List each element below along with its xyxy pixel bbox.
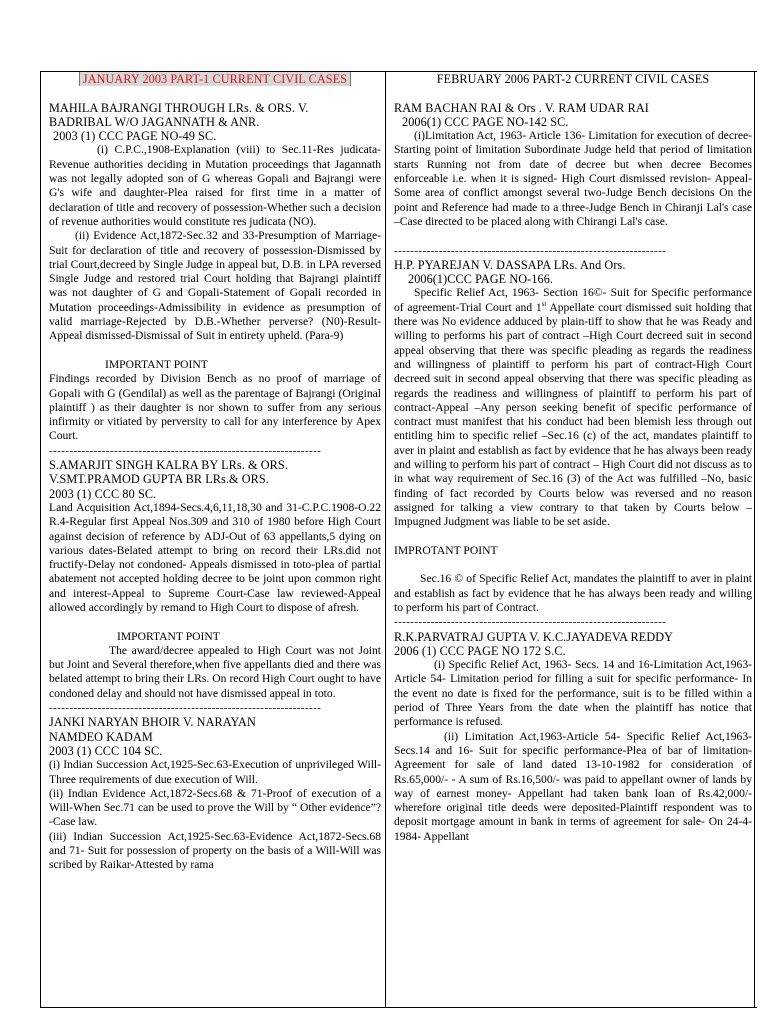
case-citation: 2006 (1) CCC PAGE NO 172 S.C. (394, 643, 566, 658)
case-title: V.SMT.PRAMOD GUPTA BR LRs.& ORS. (49, 472, 269, 487)
important-point-text: Sec.16 © of Specific Relief Act, mandates the plaintiff to aver in plaint and establish as fact by evidence that he has always been ready and willing to perform his part of Contract. (394, 572, 752, 614)
important-point-label: IMPORTANT POINT (105, 357, 208, 371)
case-citation: 2006(1) CCC PAGE NO-142 SC. (402, 114, 569, 129)
superscript: st (541, 299, 547, 308)
case-title: JANKI NARYAN BHOIR V. NARAYAN (49, 715, 256, 730)
left-month-title-text: JANUARY 2003 PART-1 CURRENT CIVIL CASES (79, 72, 351, 86)
case-title: R.K.PARVATRAJ GUPTA V. K.C.JAYADEVA REDDY (394, 629, 674, 644)
important-point-text: The award/decree appealed to High Court was not Joint but Joint and Several therefore,when five appellants died and there was belated attempt to bring their LRs. On record High Court ought to have condoned delay and should not have dismissed appeal in toto. (49, 643, 381, 700)
case-paragraph-part: Appellate court dismissed suit holding that there was No evidence adduced by plain-tiff to show that he was Ready and willing to performs his part of contract –High Court decreed suit in second appeal observing that there was specific pleading as regards the readiness and willingness of plaintiff to perform his part of contract-High Court decreed suit in second appeal observing that there was specific pleading as regards the readiness and willingness of plaintiff to perform his part of contract-Appeal –Any person seeking benefit of specific performance of contract must manifest that his conduct had been blemish less through out entitling him to specific relief –Sec.16 (c) of the act, mandates plaintiff to aver in plaint and establish as fact by evidence that he has always been ready and willing to perform his part of contract – High Court did not discuss as to in what way requirement of Sec.16 (3) of the Act was fulfilled –No, basic finding of fact recorded by Courts below was reversed and no reason assigned for talking a view contrary to that taken by Courts below – Impugned Judgment was liable to be set aside. (394, 300, 753, 529)
case-title: BADRIBAL W/O JAGANNATH & ANR. (49, 114, 260, 129)
case-paragraph: (i) C.P.C.,1908-Explanation (viii) to Sec.11-Res judicata-Revenue authorities deciding in Mutation proceedings that Jagannath was not legally adopted son of G whereas Gopali and Bajrangi were G's wife and daughter-Plea raised for first time in a matter of declaration of title and recovery of possession-Whether such a decision of revenue authorities would constitute res judicata (NO). (49, 143, 381, 228)
separator: ------------------------------------------------------------------- (394, 244, 667, 257)
case-citation: 2003 (1) CCC PAGE NO-49 SC. (53, 129, 217, 144)
separator: ------------------------------------------------------------------- (49, 444, 322, 457)
separator: ------------------------------------------------------------------- (49, 702, 322, 715)
important-point-text: Findings recorded by Division Bench as no proof of marriage of Gopali with G (Gendilal) as well as the parentage of Bajrangi (Original plaintiff ) as their daughter is nor shown to suffer from any serious infirmity or vitiated by perversity to call for any interference by Apex Court. (49, 372, 381, 443)
case-title: RAM BACHAN RAI & Ors . V. RAM UDAR RAI (394, 100, 649, 115)
case-paragraph: (i)Limitation Act, 1963- Article 136- Limitation for execution of decree- Starting point of limitation Subordinate Judge held that period of limitation starts Running not from date of decree but when decree Becomes enforceable i.e. when it is signed- High Court dismissed revision- Appeal-Some area of conflict amongst several two-Judge Bench decisions On the point and Reference had made to a three-Judge Bench in Chiranji Lal's case –Case directed to be placed along with Chirangi Lal's case. (394, 129, 752, 228)
important-point-label: IMPORTANT POINT (117, 629, 220, 643)
case-citation: 2003 (1) CCC 104 SC. (49, 743, 163, 758)
case-title: H.P. PYAREJAN V. DASSAPA LRs. And Ors. (394, 257, 626, 272)
case-title: MAHILA BAJRANGI THROUGH LRs. & ORS. V. (49, 100, 309, 115)
case-title: NAMDEO KADAM (49, 729, 153, 744)
left-month-title (49, 72, 381, 86)
left-column (40, 72, 386, 1007)
case-paragraph-part: Specific Relief Act, 1963- Section 16©- Suit for Specific performance of agreement-Trial Court and 1 (394, 286, 752, 314)
case-citation: 2006(1)CCC PAGE NO-166. (408, 272, 554, 287)
case-citation: 2003 (1) CCC 80 SC. (49, 486, 157, 501)
right-month-title: FEBRUARY 2006 PART-2 CURRENT CIVIL CASES (436, 72, 710, 86)
case-title: S.AMARJIT SINGH KALRA BY LRs. & ORS. (49, 458, 288, 473)
separator: ------------------------------------------------------------------- (394, 616, 667, 629)
case-paragraph: (ii) Indian Evidence Act,1872-Secs.68 & 71-Proof of execution of a Will-When Sec.71 can be used to prove the Will by “ Other evidence”?-Case law. (49, 786, 381, 829)
case-paragraph: (ii) Evidence Act,1872-Sec.32 and 33-Presumption of Marriage-Suit for declaration of title and recovery of possession-Dismissed by trial Court,decreed by Single Judge in appeal but, D.B. in LPA reversed Single Judge and restored trial Court holding that Bajrangi plaintiff was not daughter of G and Gopali-Statement of Gopali recorded in Mutation proceedings-Admissibility in evidence as presumption of valid marriage-Rejected by D.B.-Whether perverse? (N0)-Result-Appeal dismissed-Dismissal of Suit in entirety upheld. (Para-9) (49, 229, 381, 343)
case-paragraph: (i) Indian Succession Act,1925-Sec.63-Execution of unprivileged Will-Three requirements of due execution of Will. (49, 758, 381, 786)
case-paragraph: (ii) Limitation Act,1963-Article 54- Specific Relief Act,1963- Secs.14 and 16- Suit for specific performance-Plea of bar of limitation- Agreement for sale of land dated 13-10-1982 for consideration of Rs.65,000/- - A sum of Rs.16,500/- was paid to appellant owner of lands by way of earnest money- Appellant had taken bank loan of Rs.42,000/- wherefore original title deeds were deposited-Plaintiff respondent was to deposit mortgage amount in bank in terms of agreement for sale- On 24-4-1984- Appellant (394, 729, 752, 843)
document-page (40, 71, 757, 1008)
case-paragraph: Land Acquisition Act,1894-Secs.4,6,11,18,30 and 31-C.P.C.1908-O.22 R.4-Regular first Appeal Nos.309 and 310 of 1980 before High Court against decision of reference by ADJ-Out of 63 appellants,5 dying on various dates-Belated attempt to bring on record their LRs.did not fructify-Delay not condoned- Appeals dismissed in toto-plea of partial abatement not accepted holding decree to be joint upon common right and interest-Appeal to Supreme Court-Case law reviewed-Appeal allowed accordingly by remand to High Court to dispose of afresh. (49, 500, 381, 614)
case-paragraph: (i) Specific Relief Act, 1963- Secs. 14 and 16-Limitation Act,1963- Article 54- Limitation period for filling a suit for specific performance- In the event no date is fixed for the performance, suit is to be filled within a period of Three Years from the date when the plaintiff has notice that performance is refused. (394, 658, 752, 729)
important-point-label: IMPROTANT POINT (394, 543, 498, 557)
case-paragraph (394, 286, 752, 529)
right-column (386, 72, 755, 1007)
case-paragraph: (iii) Indian Succession Act,1925-Sec.63-Evidence Act,1872-Secs.68 and 71- Suit for possession of property on the basis of a Will-Will was scribed by Raikar-Attested by rama (49, 829, 381, 872)
